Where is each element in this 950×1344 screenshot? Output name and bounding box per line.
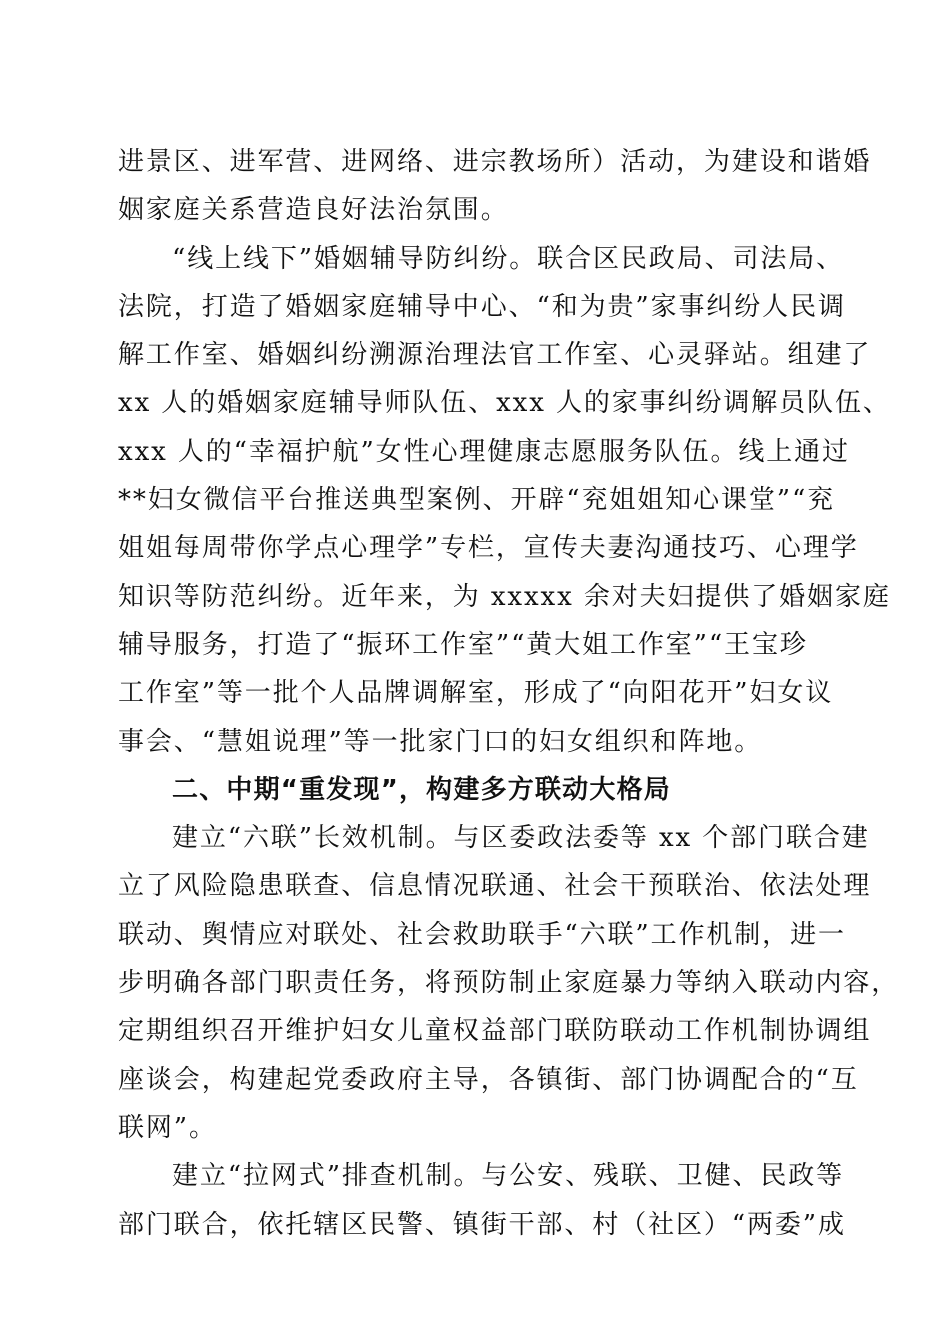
paragraph-first-line: 建立“拉网式”排查机制。与公安、残联、卫健、民政等 bbox=[172, 1161, 845, 1192]
section-heading: 二、中期“重发现”，构建多方联动大格局 bbox=[172, 774, 671, 805]
body-line: 部门联合，依托辖区民警、镇街干部、村（社区）“两委”成 bbox=[118, 1209, 846, 1240]
body-line: xx 人的婚姻家庭辅导师队伍、xxx 人的家事纠纷调解员队伍、 bbox=[118, 388, 891, 419]
body-line: 进景区、进军营、进网络、进宗教场所）活动，为建设和谐婚 bbox=[118, 147, 872, 177]
body-line: xxx 人的“幸福护航”女性心理健康志愿服务队伍。线上通过 bbox=[118, 436, 850, 467]
body-line: 事会、“慧姐说理”等一批家门口的妇女组织和阵地。 bbox=[118, 726, 763, 757]
body-line: 定期组织召开维护妇女儿童权益部门联防联动工作机制协调组 bbox=[118, 1016, 872, 1047]
body-line: 联动、舆情应对联处、社会救助联手“六联”工作机制，进一 bbox=[118, 919, 846, 950]
paragraph-first-line: “线上线下”婚姻辅导防纠纷。联合区民政局、司法局、 bbox=[172, 243, 845, 274]
body-line: 座谈会，构建起党委政府主导，各镇街、部门协调配合的“互 bbox=[118, 1064, 859, 1095]
body-line: 辅导服务，打造了“振环工作室”“黄大姐工作室”“王宝珍 bbox=[118, 629, 808, 660]
body-line: 法院，打造了婚姻家庭辅导中心、“和为贵”家事纠纷人民调 bbox=[118, 291, 846, 322]
body-line: 工作室”等一批个人品牌调解室，形成了“向阳花开”妇女议 bbox=[118, 678, 834, 709]
body-line: 姐姐每周带你学点心理学”专栏，宣传夫妻沟通技巧、心理学 bbox=[118, 533, 859, 564]
paragraph-first-line: 建立“六联”长效机制。与区委政法委等 xx 个部门联合建 bbox=[172, 823, 870, 854]
document-body bbox=[118, 138, 900, 1249]
body-line: 步明确各部门职责任务，将预防制止家庭暴力等纳入联动内容， bbox=[118, 968, 900, 999]
body-line: 联网”。 bbox=[118, 1112, 217, 1143]
body-line: 知识等防范纠纷。近年来，为 xxxxx 余对夫妇提供了婚姻家庭 bbox=[118, 581, 891, 612]
body-line: 立了风险隐患联查、信息情况联通、社会干预联治、依法处理 bbox=[118, 871, 872, 902]
body-line: 解工作室、婚姻纠纷溯源治理法官工作室、心灵驿站。组建了 bbox=[118, 340, 872, 371]
body-line: 姻家庭关系营造良好法治氛围。 bbox=[118, 195, 509, 226]
body-line: **妇女微信平台推送典型案例、开辟“兖姐姐知心课堂”“兖 bbox=[118, 485, 836, 516]
